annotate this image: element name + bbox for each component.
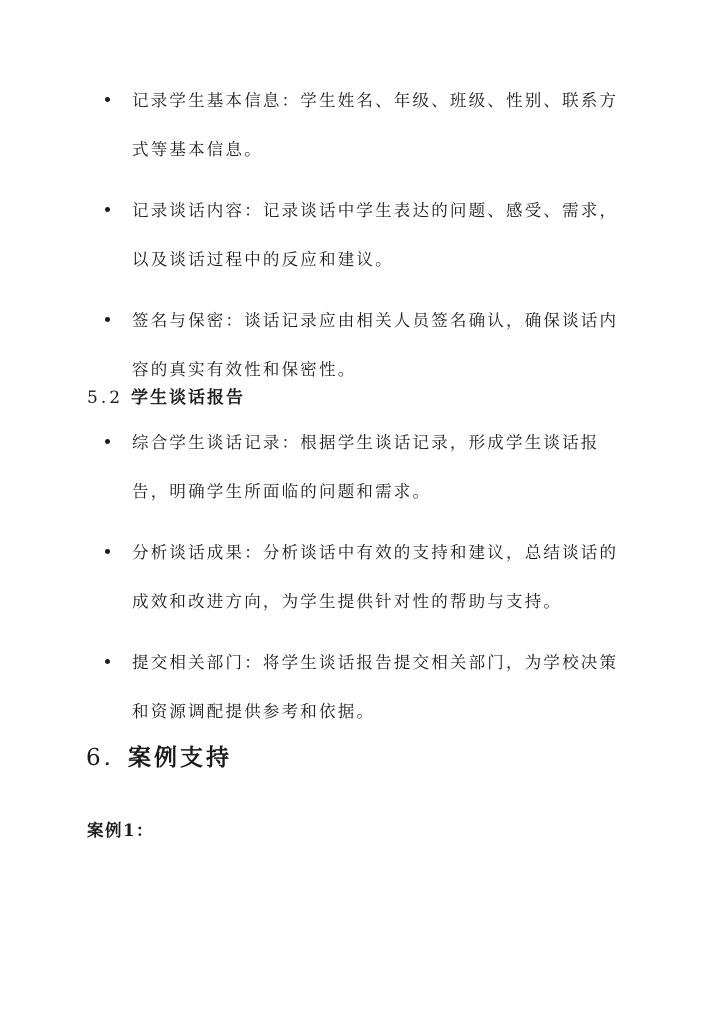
list-item: [0, 186, 720, 284]
section-heading-6: [86, 741, 232, 775]
list-item-text: 记录学生基本信息：学生姓名、年级、班级、性别、联系方式等基本信息。: [132, 91, 619, 159]
bullet-icon: [105, 97, 110, 102]
bullet-icon: [105, 659, 110, 664]
list-item: [0, 418, 720, 516]
list-item-text: 综合学生谈话记录：根据学生谈话记录，形成学生谈话报告，明确学生所面临的问题和需求。: [132, 433, 600, 501]
list-item: [0, 528, 720, 626]
section-heading-5-2: [87, 385, 245, 411]
list-item: [0, 76, 720, 174]
list-item-text: 提交相关部门：将学生谈话报告提交相关部门，为学校决策和资源调配提供参考和依据。: [132, 653, 619, 721]
bullet-icon: [105, 439, 110, 444]
section-number: 6.: [86, 745, 114, 771]
list-item: [0, 296, 720, 394]
list-item: [0, 638, 720, 736]
case-label: 案例1：: [87, 821, 154, 840]
list-item-text: 分析谈话成果：分析谈话中有效的支持和建议，总结谈话的成效和改进方向，为学生提供针对性的帮助与支持。: [132, 543, 619, 611]
section-number: 5.2: [87, 388, 124, 408]
section-title: 学生谈话报告: [131, 388, 246, 408]
bullet-icon: [105, 207, 110, 212]
bullet-icon: [105, 317, 110, 322]
section-5-2-bullet-list: [0, 418, 720, 748]
bullet-icon: [105, 549, 110, 554]
section-5-1-bullet-list: [0, 76, 720, 406]
section-title: 案例支持: [127, 744, 232, 771]
list-item-text: 签名与保密：谈话记录应由相关人员签名确认，确保谈话内容的真实有效性和保密性。: [132, 311, 619, 379]
list-item-text: 记录谈话内容：记录谈话中学生表达的问题、感受、需求，以及谈话过程中的反应和建议。: [132, 201, 619, 269]
